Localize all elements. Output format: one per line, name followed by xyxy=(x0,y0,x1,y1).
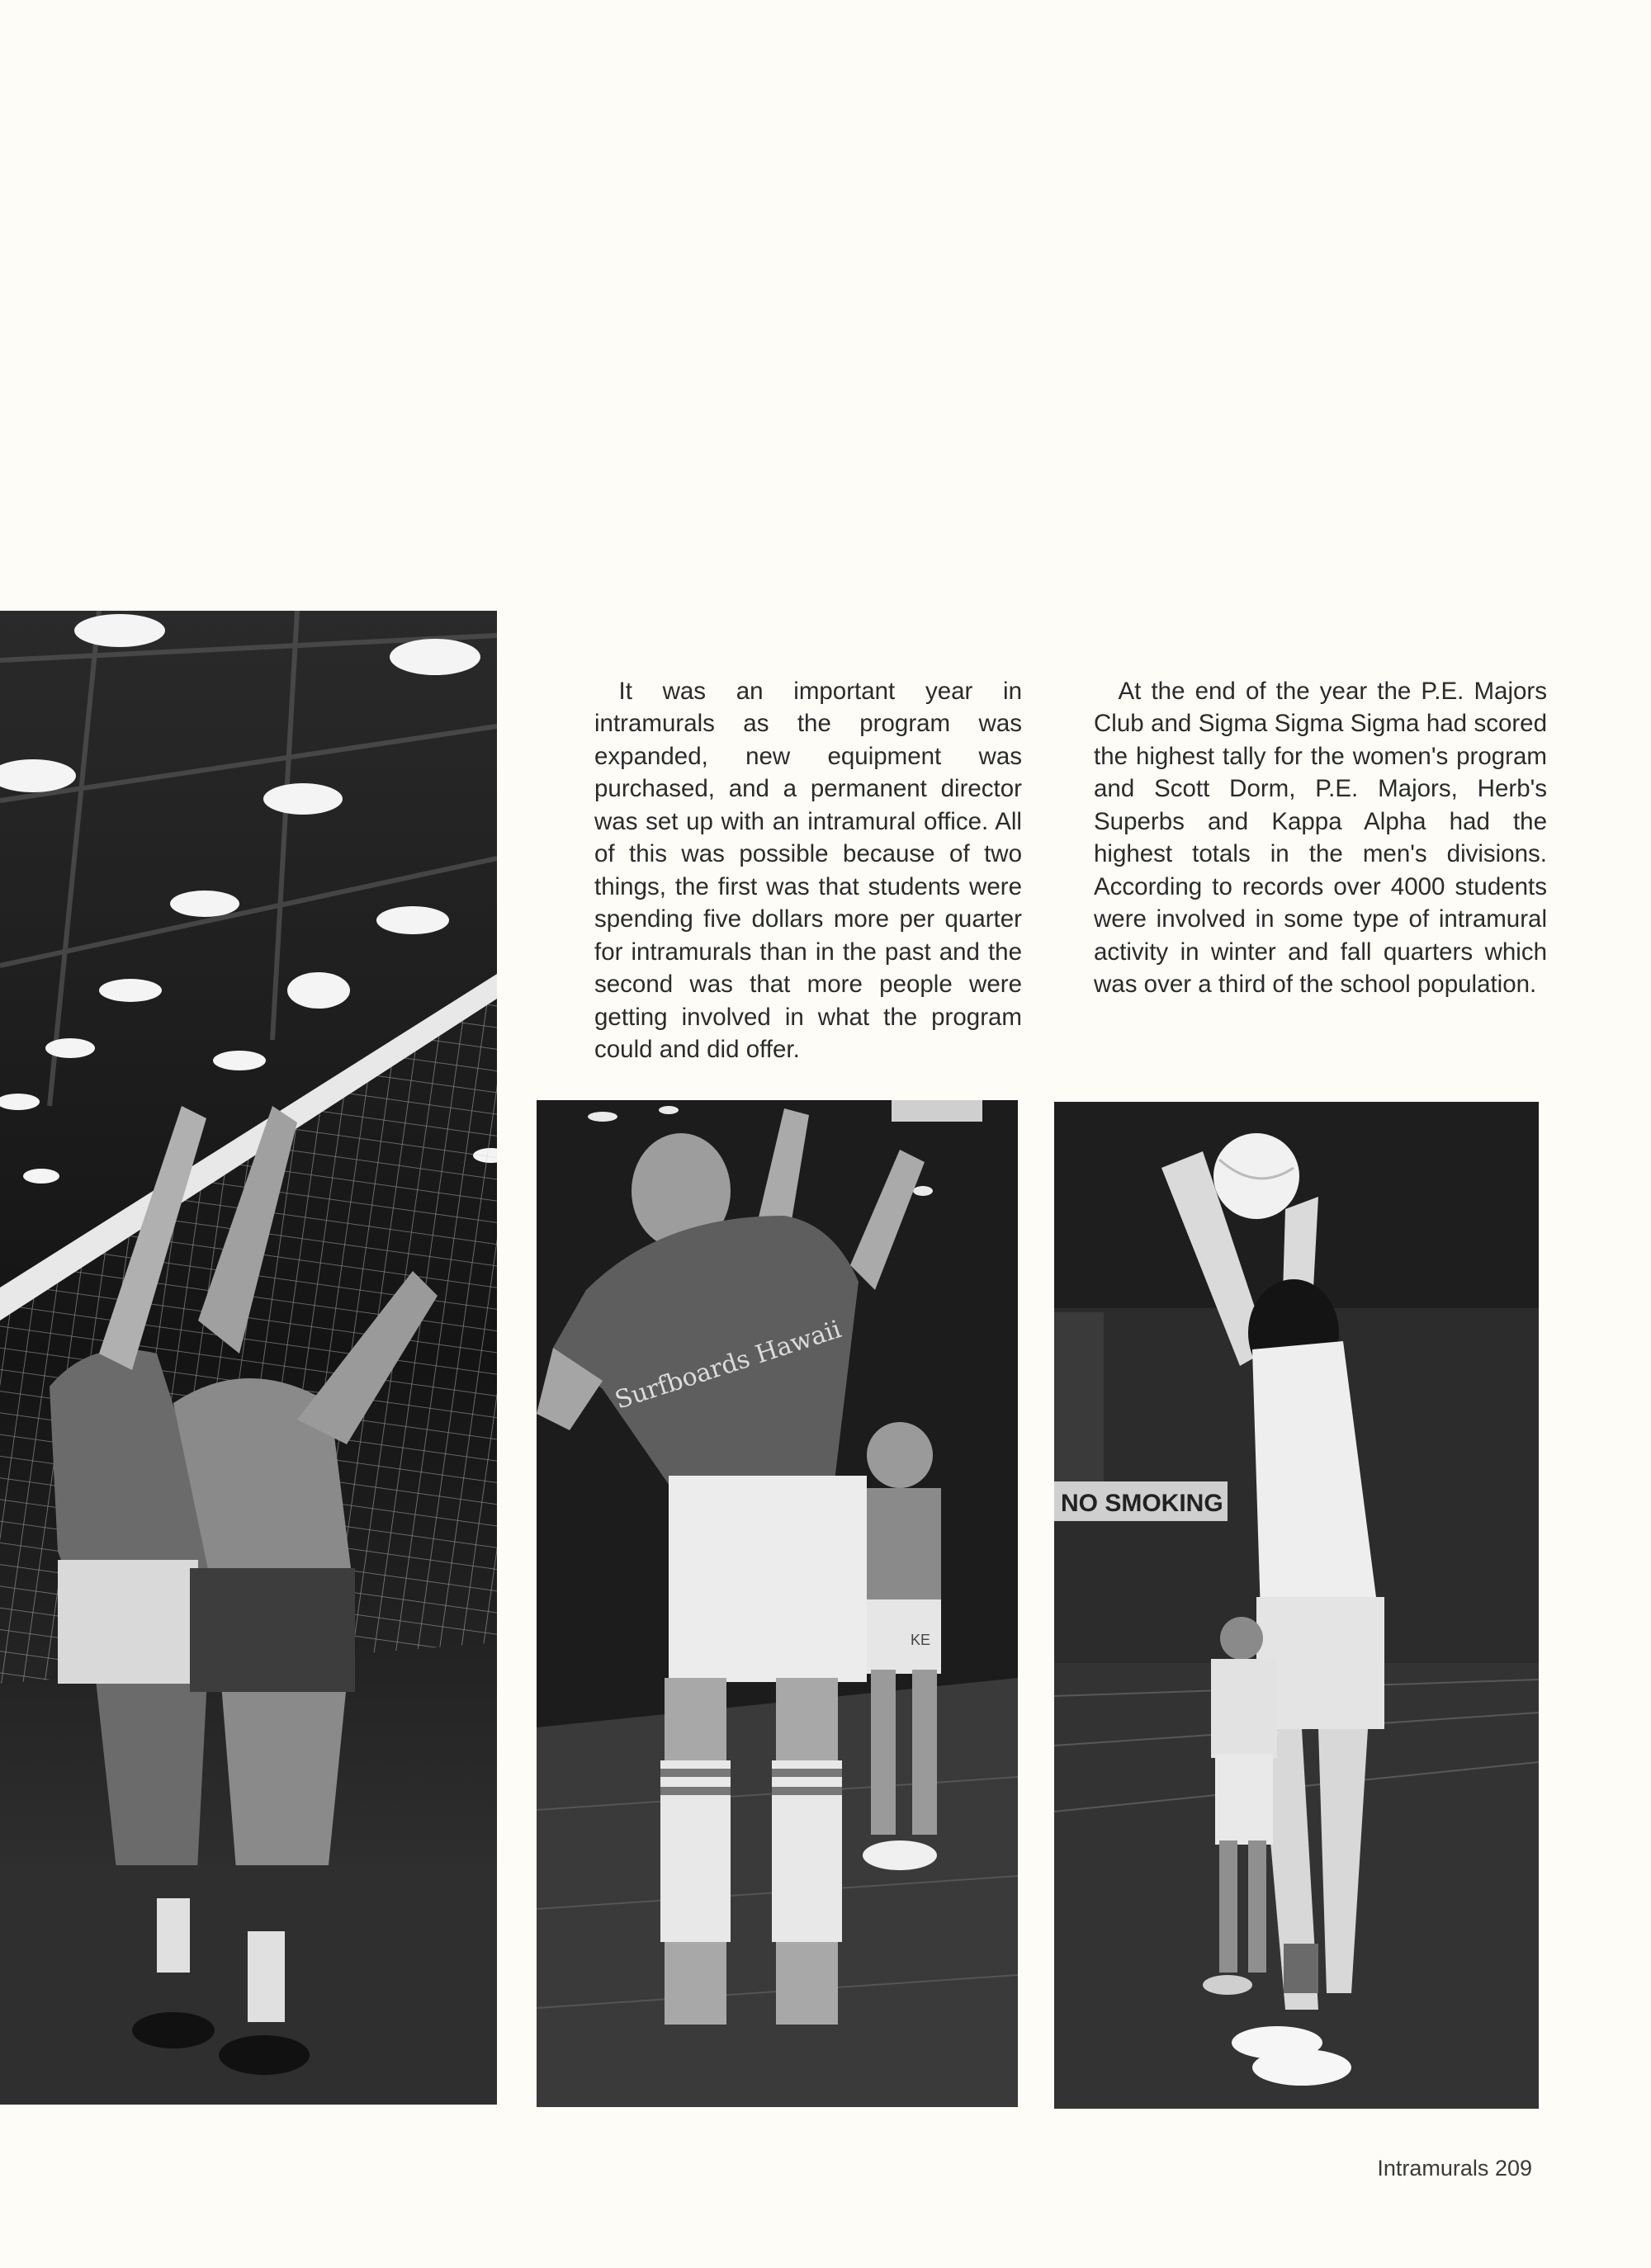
page-footer xyxy=(1377,2156,1532,2181)
photo-surfboards-hawaii-player-image xyxy=(537,1100,1018,2107)
photo-volleyball-net-block-image xyxy=(0,611,497,2105)
no-smoking-sign: NO SMOKING xyxy=(1061,1490,1223,1517)
photo-volleyball-set xyxy=(1054,1102,1539,2109)
article-column-right: At the end of the year the P.E. Majors Club and Sigma Sigma Sigma had scored the highest tally for the women's program and Scott Dorm, P.E. Majors, Herb's Superbs and Kappa Alpha had the highest totals in the men's divisions. According to records over 4000 students were involved in some type of intramural activity in winter and fall quarters which was over a third of the school population. xyxy=(1094,677,1547,998)
footer-section-name: Intramurals xyxy=(1377,2156,1489,2181)
article-column-left: It was an important year in intramurals as the program was expanded, new equipment was purchased, and a permanent director was set up with an intramural office. All of this was possible because of two things, the first was that students were spending five dollars more per quarter for intramurals than in the past and the second was that more people were getting involved in what the program could and did offer. xyxy=(594,677,1022,1063)
footer-page-number: 209 xyxy=(1494,2156,1532,2181)
photo-volleyball-net-block xyxy=(0,611,497,2105)
photo-surfboards-hawaii-player xyxy=(537,1100,1018,2107)
photo-volleyball-set-image xyxy=(1054,1102,1539,2109)
shorts-print-text: KE xyxy=(910,1632,931,1648)
shirt-print-text: Surfboards Hawaii xyxy=(611,1315,845,1415)
